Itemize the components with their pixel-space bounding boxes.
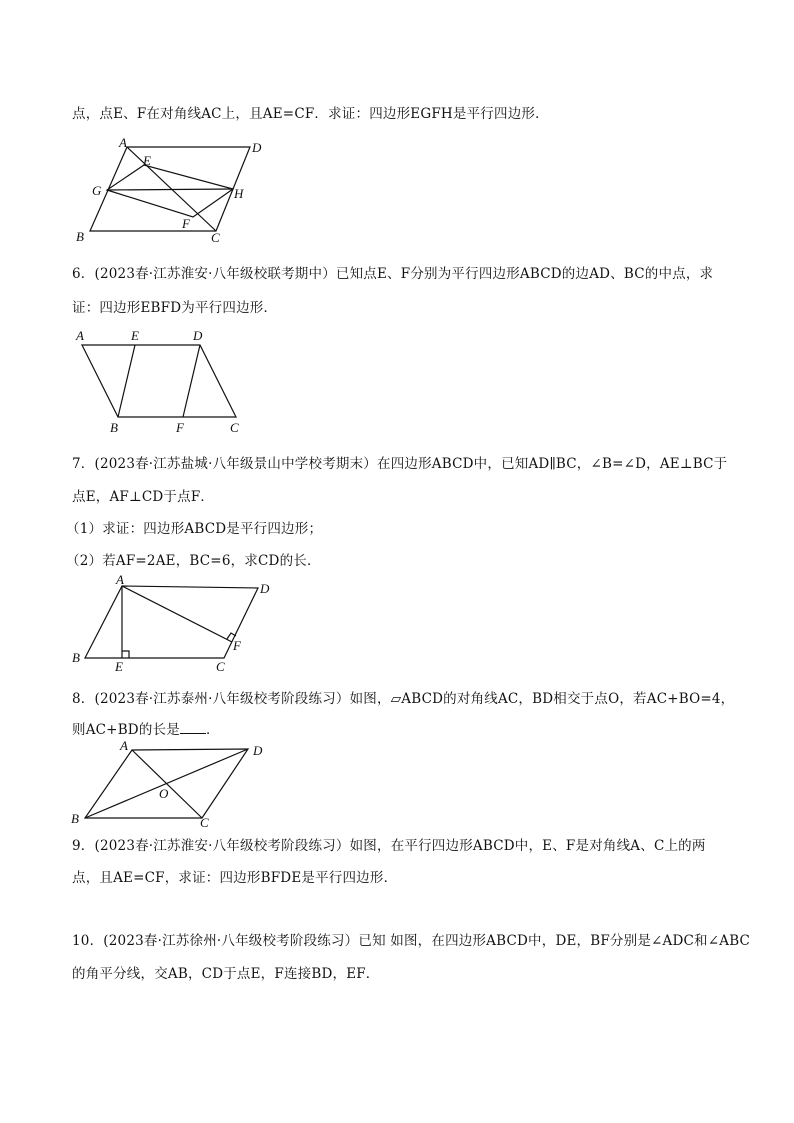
q5-label-g: G [92, 183, 102, 198]
q5-label-e: E [143, 153, 151, 168]
q7-part1: （1）求证：四边形ABCD是平行四边形； [66, 521, 323, 537]
q6-segment-df [183, 345, 200, 417]
q8-diagonal-ac [132, 750, 202, 818]
q7-altitude-af [122, 586, 232, 642]
q7-label-e: E [115, 659, 123, 674]
q8-label-o: O [159, 786, 169, 801]
q8-text-prefix: 则AC+BD的长是 [72, 722, 180, 738]
q8-label-c: C [200, 815, 209, 830]
q7-label-a: A [116, 572, 124, 587]
q5-label-h: H [234, 186, 244, 201]
q7-text-line1: 7．(2023春·江苏盐城·八年级景山中学校考期末）在四边形ABCD中，已知AD∥BC，∠B=∠D，AE⊥BC于 [72, 456, 728, 472]
q5-label-d: D [252, 140, 262, 155]
q9-text-line1: 9．(2023春·江苏淮安·八年级校考阶段练习）如图，在平行四边形ABCD中，E、F是对角线A、C上的两 [72, 838, 706, 854]
q8-answer-blank[interactable] [180, 721, 206, 734]
q6-label-f: F [176, 420, 184, 435]
q5-label-c: C [211, 230, 220, 245]
q10-text-line1: 10．(2023春·江苏徐州·八年级校考阶段练习）已知 如图，在四边形ABCD中，DE，BF分别是∠ADC和∠ABC [72, 933, 751, 949]
q8-label-b: B [71, 811, 79, 826]
q6-label-c: C [230, 420, 239, 435]
q7-figure [70, 572, 280, 677]
q10-text-line2: 的角平分线，交AB，CD于点E，F连接BD，EF． [72, 966, 380, 982]
q7-part2: （2）若AF=2AE，BC=6，求CD的长． [66, 553, 321, 569]
q6-label-d: D [193, 328, 203, 343]
q8-label-a: A [120, 738, 128, 753]
q5-segment-gh [107, 189, 233, 190]
q8-text-line2 [72, 718, 220, 738]
q6-label-e: E [131, 328, 139, 343]
q5-quadrilateral-egfh [107, 165, 233, 217]
q7-text-line2: 点E，AF⊥CD于点F． [72, 489, 215, 505]
q5-figure [70, 135, 260, 245]
q6-text-line1: 6．(2023春·江苏淮安·八年级校联考期中）已知点E、F分别为平行四边形ABCD的边AD、BC的中点，求 [72, 266, 714, 282]
q7-label-f: F [233, 638, 241, 653]
q7-right-angle-e [122, 651, 129, 658]
q7-label-b: B [72, 650, 80, 665]
q8-text-line1: 8．(2023春·江苏泰州·八年级校考阶段练习）如图，▱ABCD的对角线AC，BD相交于点O，若AC+BO=4， [72, 691, 735, 707]
q6-label-a: A [76, 328, 84, 343]
q6-parallelogram [82, 345, 236, 417]
q6-label-b: B [110, 420, 118, 435]
q5-text: 点，点E、F在对角线AC上，且AE=CF．求证：四边形EGFH是平行四边形． [72, 106, 549, 122]
q6-text-line2: 证：四边形EBFD为平行四边形． [72, 300, 278, 316]
q9-text-line2: 点，且AE=CF，求证：四边形BFDE是平行四边形． [72, 870, 398, 886]
q6-segment-eb [118, 345, 135, 417]
q8-text-suffix: ． [205, 722, 220, 738]
q7-label-d: D [260, 581, 270, 596]
q8-figure [70, 737, 270, 829]
q5-label-b: B [76, 229, 84, 244]
q8-label-d: D [253, 743, 263, 758]
q7-label-c: C [216, 659, 225, 674]
q5-label-f: F [182, 216, 190, 231]
q5-label-a: A [119, 135, 127, 150]
q6-figure [70, 325, 250, 437]
